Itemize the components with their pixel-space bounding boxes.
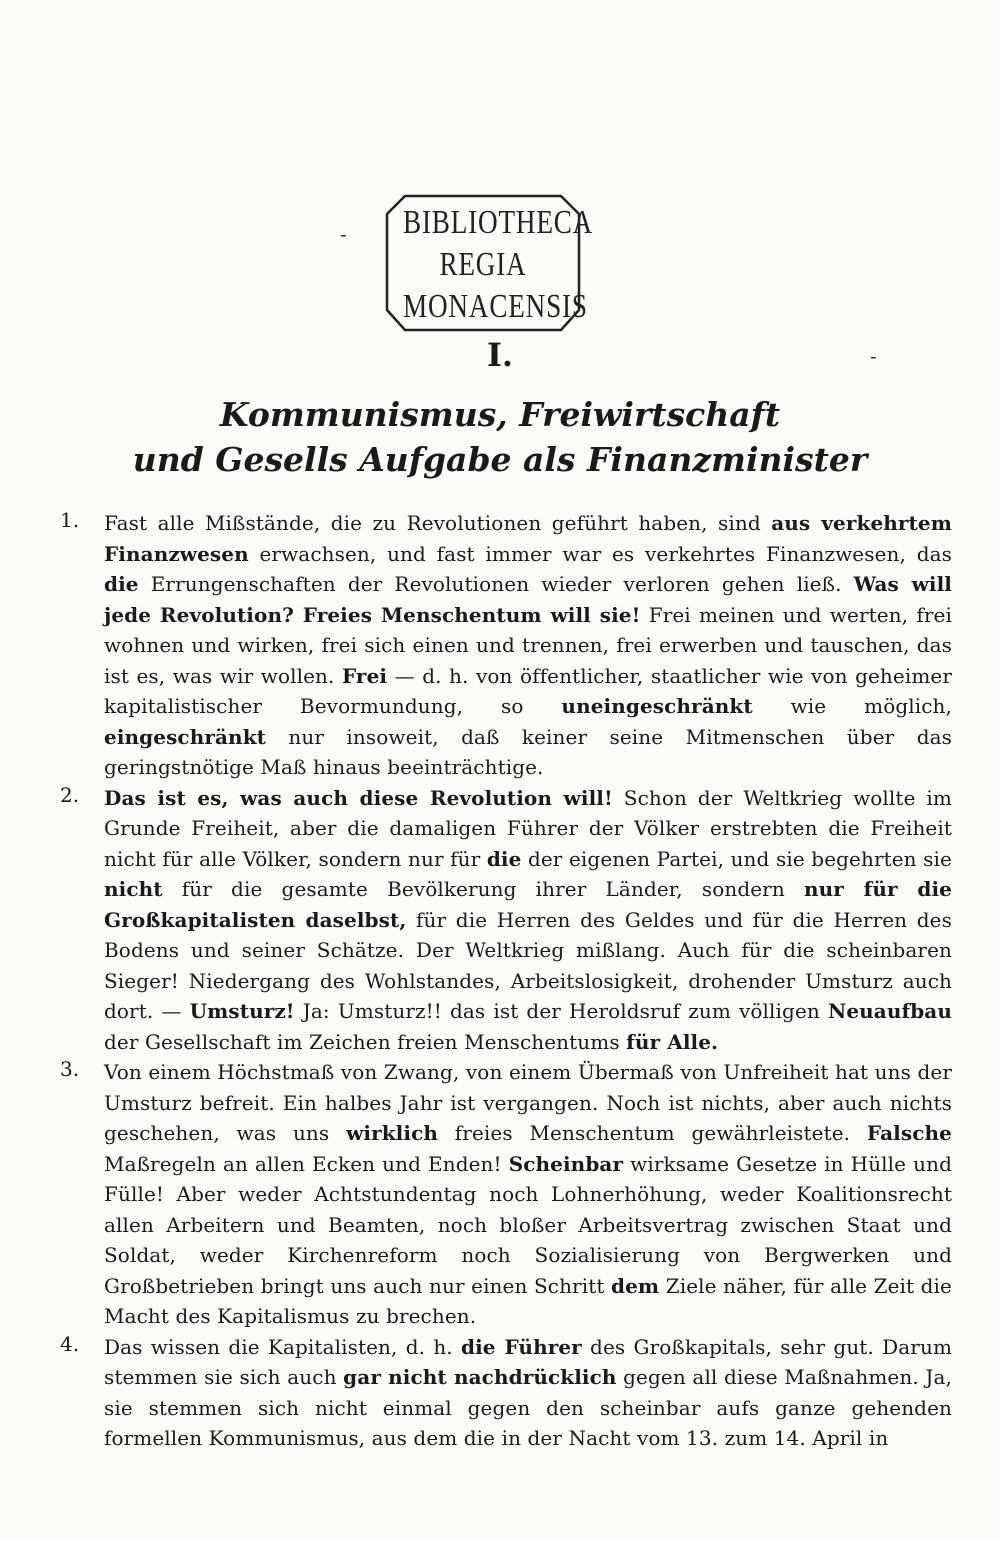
emphasized-text: für Alle. bbox=[626, 1029, 719, 1054]
numbered-paragraphs bbox=[60, 508, 952, 1454]
emphasized-text: die bbox=[486, 846, 522, 871]
paragraph-item bbox=[60, 1332, 952, 1454]
emphasized-text: eingeschränkt bbox=[104, 724, 266, 749]
emphasized-text: nur für die Großkapitalisten daselbst, bbox=[104, 877, 952, 932]
emphasized-text: die bbox=[104, 572, 139, 596]
paragraph-text bbox=[104, 1332, 952, 1454]
text-run: Von einem Höchstmaß von Zwang, von einem Übermaß von Unfreiheit hat uns der Umsturz befreit. Ein halbes Jahr ist vergangen. Noch ist nichts, aber auch nichts geschehen, was uns bbox=[104, 1060, 952, 1145]
paragraph-item bbox=[60, 783, 952, 1058]
paragraph-number: 4. bbox=[60, 1331, 80, 1356]
emphasized-text: Scheinbar bbox=[508, 1151, 624, 1176]
emphasized-text: Was will jede Revolution? Freies Menschentum will sie! bbox=[104, 572, 952, 627]
text-run: für die Herren des Geldes und für die Herren des Bodens und seiner Schätze. Der Weltkrieg mißlang. Auch für die scheinbaren Sieger! Niedergang des Wohlstandes, Arbeitslosigkeit, drohender Umsturz auch dort. — bbox=[104, 907, 952, 1023]
paragraph-text bbox=[104, 508, 952, 783]
text-run: Fast alle Mißstände, die zu Revolutionen geführt haben, sind bbox=[104, 511, 772, 535]
emphasized-text: gar nicht nachdrücklich bbox=[343, 1365, 617, 1389]
chapter-number: I. bbox=[486, 336, 514, 374]
emphasized-text: Frei bbox=[341, 663, 388, 688]
paragraph-text bbox=[104, 1057, 952, 1332]
emphasized-text: nicht bbox=[104, 877, 163, 901]
paragraph-text bbox=[104, 783, 952, 1058]
emphasized-text: Falsche bbox=[866, 1121, 952, 1145]
margin-dash: - bbox=[340, 222, 347, 246]
text-run: erwachsen, und fast immer war es verkehrtes Finanzwesen, das bbox=[248, 541, 952, 566]
emphasized-text: Das ist es, was auch diese Revolution will! bbox=[104, 785, 613, 810]
stamp-line: BIBLIOTHECA bbox=[403, 204, 594, 241]
text-run: des Großkapitals, sehr gut. Darum stemmen sie sich auch bbox=[104, 1334, 953, 1389]
text-run: Maßregeln an allen Ecken und Enden! bbox=[104, 1151, 509, 1176]
title-line: und Gesells Aufgabe als Finanzminister bbox=[132, 440, 868, 479]
paragraph-number: 2. bbox=[60, 782, 80, 807]
text-run: wirksame Gesetze in Hülle und Fülle! Aber weder Achtstundentag noch Lohnerhöhung, weder Koalitionsrecht allen Arbeitern und Beamten, noch bloßer Arbeitsvertrag zwischen Staat und Soldat, weder Kirchenreform noch Sozialisierung von Bergwerken und Großbetrieben bringt uns auch nur einen Schritt bbox=[104, 1151, 952, 1298]
paragraph-number: 3. bbox=[60, 1057, 80, 1081]
text-run: Das wissen die Kapitalisten, d. h. bbox=[104, 1334, 462, 1359]
emphasized-text: wirklich bbox=[346, 1121, 439, 1145]
text-run: Errungenschaften der Revolutionen wieder verloren gehen ließ. bbox=[138, 572, 854, 596]
stamp-line: REGIA bbox=[439, 246, 527, 283]
emphasized-text: dem bbox=[611, 1273, 660, 1298]
emphasized-text: uneingeschränkt bbox=[561, 694, 753, 718]
paragraph-item bbox=[60, 1057, 952, 1332]
emphasized-text: die Führer bbox=[461, 1334, 582, 1359]
text-run: gegen all diese Maßnahmen. Ja, sie stemmen sich nicht einmal gegen den scheinbar aufs ganze gehenden formellen Kommunismus, aus dem die in der Nacht vom 13. zum 14. April in bbox=[104, 1365, 952, 1450]
text-run: Frei meinen und werten, frei wohnen und wirken, frei sich einen und trennen, frei erwerben und tauschen, das ist es, was wir wollen. bbox=[104, 602, 952, 688]
text-run: Schon der Weltkrieg wollte im Grunde Freiheit, aber die damaligen Führer der Völker erstrebten die Freiheit nicht für alle Völker, sondern nur für bbox=[104, 785, 952, 871]
text-run: Ziele näher, für alle Zeit die Macht des Kapitalismus zu brechen. bbox=[104, 1273, 952, 1328]
text-run: der eigenen Partei, und sie begehrten sie bbox=[521, 846, 952, 871]
page-title bbox=[0, 392, 1000, 482]
library-stamp bbox=[383, 190, 594, 338]
paragraph-number: 1. bbox=[60, 508, 80, 532]
text-run: wie möglich, bbox=[752, 694, 952, 718]
text-run: Ja: Umsturz!! das ist der Heroldsruf zum völligen bbox=[294, 999, 828, 1023]
emphasized-text: aus verkehrtem Finanzwesen bbox=[104, 511, 952, 566]
stamp-line: MONACENSIS bbox=[403, 288, 588, 325]
text-run: der Gesellschaft im Zeichen freien Menschentums bbox=[104, 1029, 627, 1054]
text-run: — d. h. von öffentlicher, staatlicher wie von geheimer kapitalistischer Bevormundung, so bbox=[104, 663, 952, 718]
margin-dash: - bbox=[870, 344, 877, 368]
paragraph-item bbox=[60, 508, 952, 783]
title-line: Kommunismus, Freiwirtschaft bbox=[219, 395, 781, 434]
text-run: nur insoweit, daß keiner seine Mitmenschen über das geringstnötige Maß hinaus beeinträchtige. bbox=[104, 724, 952, 779]
text-run: für die gesamte Bevölkerung ihrer Länder, sondern bbox=[162, 877, 804, 901]
emphasized-text: Neuaufbau bbox=[827, 999, 952, 1023]
emphasized-text: Umsturz! bbox=[189, 999, 295, 1023]
stamp-text bbox=[383, 202, 594, 328]
text-run: freies Menschentum gewährleistete. bbox=[438, 1121, 867, 1145]
